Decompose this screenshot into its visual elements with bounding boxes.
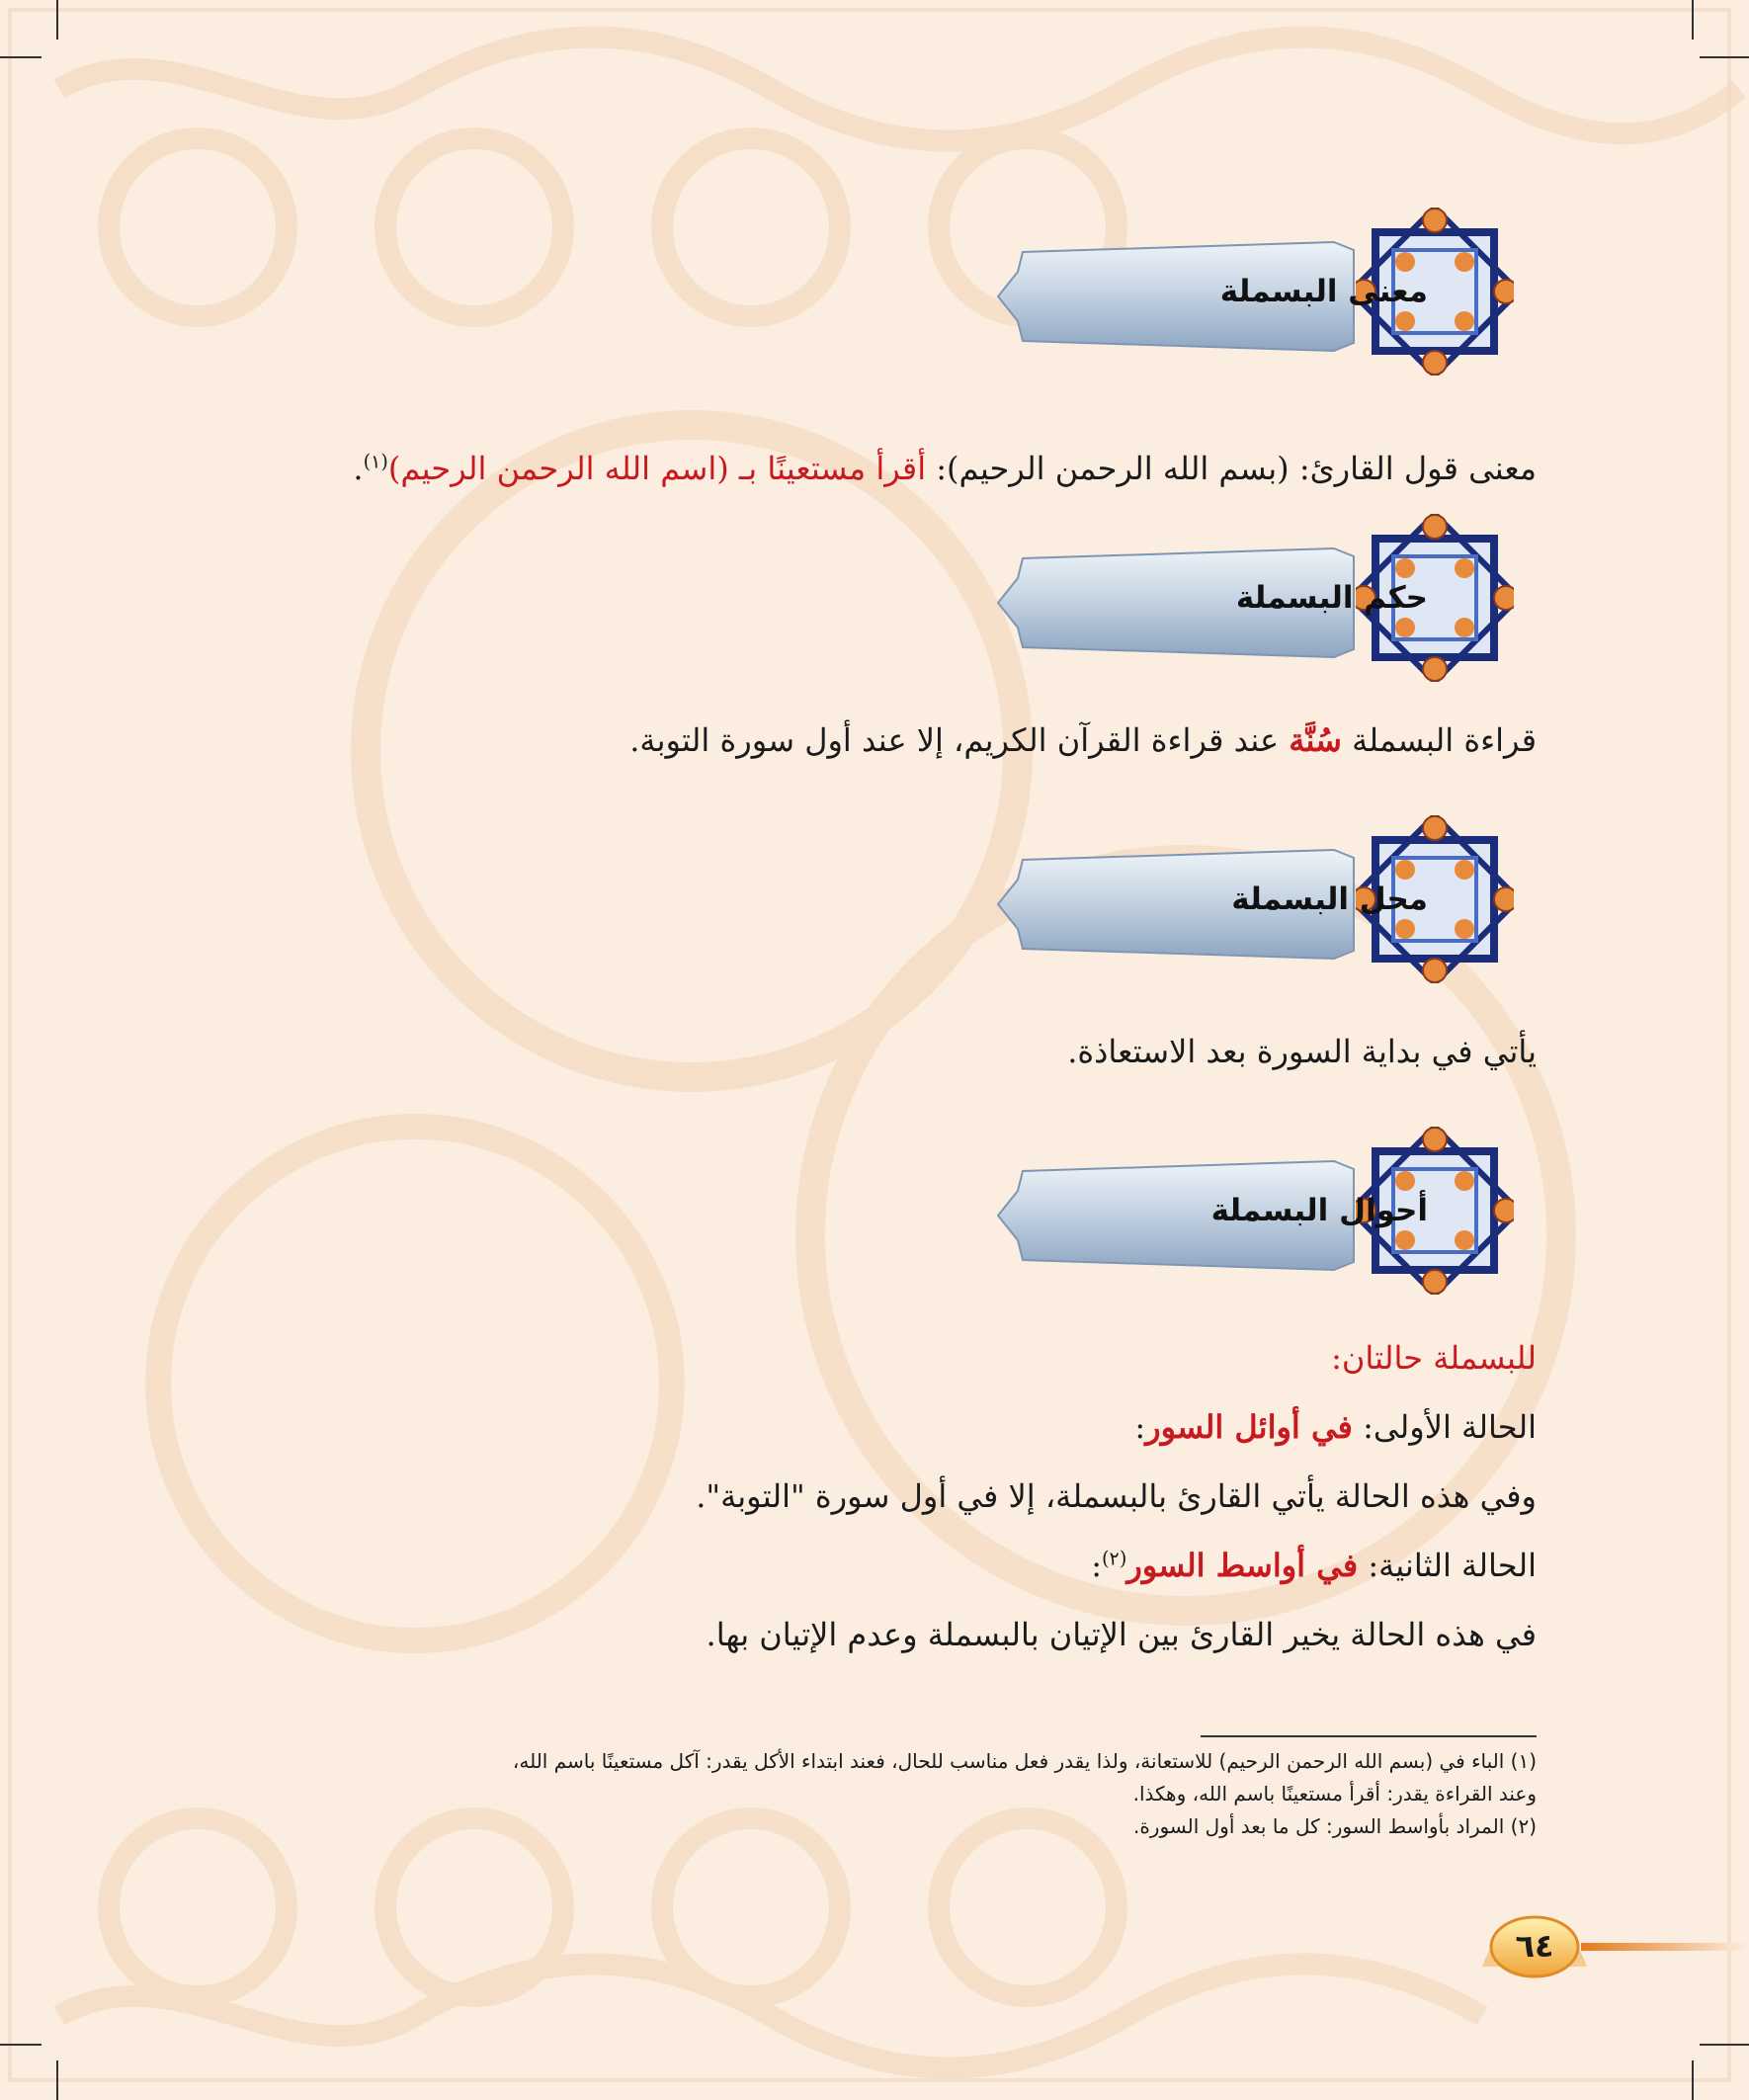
meaning-highlight: أقرأ مستعينًا بـ (اسم الله الرحمن الرحيم)	[387, 450, 927, 487]
section-title: معنى البسملة	[1219, 274, 1428, 309]
crop-mark	[1700, 2044, 1749, 2046]
page-number-badge	[1472, 1907, 1749, 1986]
state-second-highlight: في أواسط السور	[1126, 1547, 1359, 1584]
footnote-ref: (١)	[363, 450, 388, 473]
crop-mark	[1700, 56, 1749, 58]
state-second-colon: :	[1091, 1547, 1102, 1584]
section-header-meaning	[978, 203, 1532, 390]
crop-mark	[56, 2060, 58, 2100]
section-header-states	[978, 1122, 1532, 1309]
section-header-ruling	[978, 509, 1532, 697]
section-title: محل البسملة	[1231, 882, 1428, 917]
meaning-text	[353, 450, 1537, 487]
crop-mark	[0, 56, 42, 58]
states-intro: للبسملة حالتان:	[1331, 1339, 1537, 1377]
footnote-divider	[1201, 1735, 1537, 1737]
state-first-label: الحالة الأولى:	[1363, 1408, 1537, 1446]
ruling-after: عند قراءة القرآن الكريم، إلا عند أول سورة التوبة.	[629, 721, 1280, 759]
crop-mark	[1692, 0, 1694, 40]
place-text: يأتي في بداية السورة بعد الاستعاذة.	[1067, 1033, 1537, 1070]
crop-mark	[1692, 2060, 1694, 2100]
section-header-place	[978, 810, 1532, 998]
ruling-text	[629, 721, 1537, 759]
section-title: حكم البسملة	[1235, 580, 1428, 616]
footnote-ref: (٢)	[1102, 1547, 1127, 1570]
crop-mark	[0, 2044, 42, 2046]
ruling-highlight: سُنَّة	[1289, 721, 1342, 759]
state-first-highlight: في أوائل السور	[1145, 1408, 1353, 1446]
state-second-text: في هذه الحالة يخير القارئ بين الإتيان بالبسملة وعدم الإتيان بها.	[706, 1616, 1537, 1653]
footnote-1-line-1: (١) الباء في (بسم الله الرحمن الرحيم) للاستعانة، ولذا يقدر فعل مناسب للحال، فعند ابتداء الأكل يقدر: آكل مستعينًا باسم الله،	[512, 1749, 1537, 1773]
meaning-end: .	[353, 450, 364, 487]
page-number: ٦٤	[1515, 1927, 1554, 1965]
footnote-2: (٢) المراد بأواسط السور: كل ما بعد أول السورة.	[1132, 1814, 1537, 1838]
state-first-heading	[1134, 1408, 1537, 1446]
crop-mark	[56, 0, 58, 40]
state-second-label: الحالة الثانية:	[1368, 1547, 1537, 1584]
ruling-before: قراءة البسملة	[1352, 721, 1537, 759]
state-first-text: وفي هذه الحالة يأتي القارئ بالبسملة، إلا في أول سورة "التوبة".	[696, 1477, 1537, 1515]
section-title: أحوال البسملة	[1210, 1193, 1428, 1228]
footnote-1-line-2: وعند القراءة يقدر: أقرأ مستعينًا باسم الله، وهكذا.	[1132, 1782, 1537, 1806]
meaning-prefix: معنى قول القارئ: (بسم الله الرحمن الرحيم):	[936, 450, 1537, 487]
state-first-colon: :	[1134, 1408, 1146, 1446]
state-second-heading	[1091, 1547, 1537, 1584]
